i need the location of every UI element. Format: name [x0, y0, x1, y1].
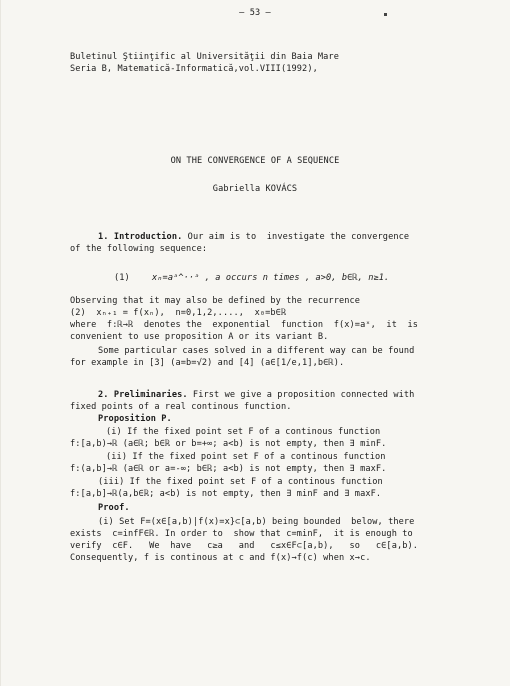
page-number: — 53 —: [239, 8, 271, 18]
intro-line2: of the following sequence:: [70, 244, 208, 254]
intro-p6: for example in [3] (a=b=√2) and [4] (a∈[1/e,1],b∈ℝ).: [70, 358, 345, 368]
intro-first-line: [98, 232, 409, 243]
paper-author: Gabriella KOVÁCS: [212, 184, 298, 194]
intro-p5: Some particular cases solved in a different way can be found: [98, 346, 415, 356]
proof-line1: (i) Set F=(x∈[a,b)|f(x)=x}⊂[a,b) being bounded below, there: [98, 517, 415, 527]
prelim-line2: fixed points of a real continous function.: [70, 402, 292, 412]
proof-line2: exists c=infF∈ℝ. In order to show that c=minF, it is enough to: [70, 529, 413, 539]
intro-p4: convenient to use proposition A or its variant B.: [70, 332, 329, 342]
prelim-heading: 2. Preliminaries.: [98, 390, 188, 400]
intro-line1-text: Our aim is to investigate the convergence: [182, 232, 410, 242]
proof-title: Proof.: [98, 503, 130, 513]
prop-i-line2: f:[a,b)→ℝ (a∈ℝ; b∈ℝ or b=+∞; a<b) is not empty, then ∃ minF.: [70, 439, 387, 449]
equation-label: (1): [114, 273, 130, 283]
journal-name: Buletinul Ştiinţific al Universităţii din Baia Mare: [70, 52, 339, 62]
speck-mark: [384, 13, 387, 16]
prop-ii-line1: (ii) If the fixed point set F of a continous function: [106, 452, 386, 462]
proof-line4: Consequently, f is continous at c and f(x)→f(c) when x→c.: [70, 553, 371, 563]
intro-heading: 1. Introduction.: [98, 232, 183, 242]
equation-1: xₙ=aᵃ^··ᵃ , a occurs n times , a>0, b∈ℝ, n≥1.: [152, 273, 390, 283]
prop-ii-line2: f:(a,b]→ℝ (a∈ℝ or a=-∞; b∈ℝ; a<b) is not empty, then ∃ maxF.: [70, 464, 387, 474]
prelim-line1-text: First we give a proposition connected with: [187, 390, 415, 400]
prop-iii-line2: f:[a,b]→ℝ(a,b∈ℝ; a<b) is not empty, then ∃ minF and ∃ maxF.: [70, 489, 382, 499]
intro-p2: (2) xₙ₊₁ = f(xₙ), n=0,1,2,...., x₀=b∈ℝ: [70, 308, 287, 318]
proposition-title: Proposition P.: [98, 414, 172, 424]
proof-line3: verify c∈F. We have c≥a and c≤x∈F⊂[a,b), so c∈[a,b).: [70, 541, 419, 551]
prelim-first-line: [98, 390, 414, 401]
prop-i-line1: (i) If the fixed point set F of a continous function: [106, 427, 381, 437]
intro-p1: Observing that it may also be defined by the recurrence: [70, 296, 361, 306]
prop-iii-line1: (iii) If the fixed point set F of a continous function: [98, 477, 383, 487]
intro-p3: where f:ℝ→ℝ denotes the exponential function f(x)=aˣ, it is: [70, 320, 419, 330]
journal-series: Seria B, Matematică-Informatică,vol.VIII(1992),: [70, 64, 318, 74]
paper-title: ON THE CONVERGENCE OF A SEQUENCE: [170, 156, 340, 166]
